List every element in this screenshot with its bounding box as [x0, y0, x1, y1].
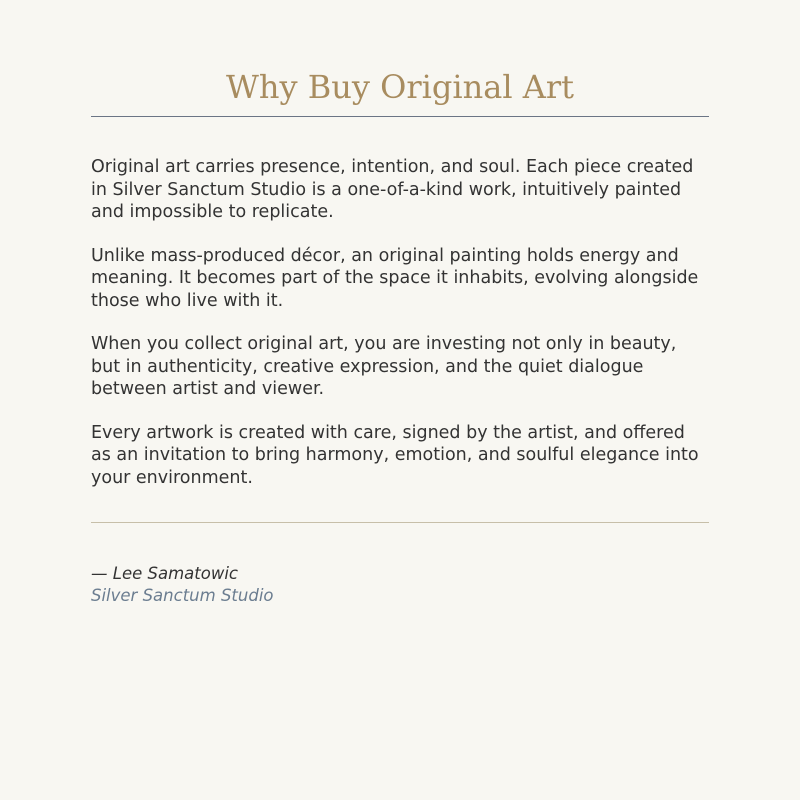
paragraph-1: Original art carries presence, intention, and soul. Each piece created in Silver Sanctum Studio is a one-of-a-kind work, intuitively painted and impossible to replicate. — [91, 157, 694, 222]
section-divider — [91, 522, 709, 523]
paragraph-3: When you collect original art, you are investing not only in beauty, but in authenticity, creative expression, and the quiet dialogue between artist and viewer. — [91, 334, 677, 399]
studio-name: Silver Sanctum Studio — [91, 586, 274, 605]
page-title: Why Buy Original Art — [226, 68, 574, 106]
paragraph-2: Unlike mass-produced décor, an original painting holds energy and meaning. It becomes part of the space it inhabits, evolving alongside those who live with it. — [91, 245, 699, 311]
signature-block — [91, 563, 709, 607]
paragraph-4: Every artwork is created with care, signed by the artist, and offered as an invitation to bring harmony, emotion, and soulful elegance into your environment. — [91, 422, 699, 488]
artist-name: — Lee Samatowic — [91, 564, 238, 583]
article-body — [91, 156, 709, 489]
title-divider — [91, 116, 709, 117]
